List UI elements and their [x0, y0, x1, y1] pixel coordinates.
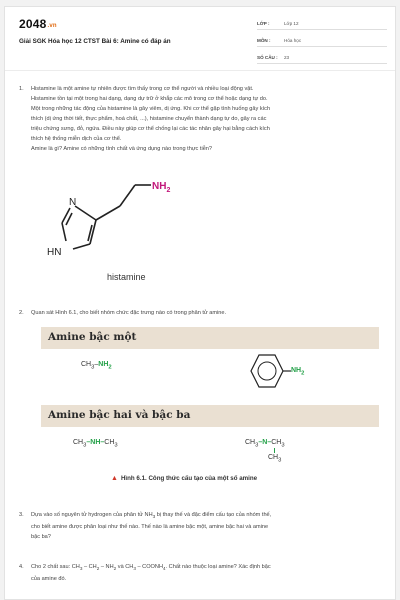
brand-logo[interactable]	[19, 17, 57, 31]
chem-sub: 3	[114, 442, 118, 449]
meta-value: 23	[284, 55, 290, 60]
chem-atom: CH	[73, 439, 84, 446]
page-title: Giải SGK Hóa học 12 CTST Bài 6: Amine có đáp án	[19, 38, 171, 45]
question-text: Quan sát Hình 6.1, cho biết nhóm chức đặc trưng nào có trong phân tử amine.	[31, 310, 227, 316]
question-number: 3.	[19, 512, 24, 518]
brand-tld: .vn	[47, 23, 57, 29]
text-line: Histamine là một amine tự nhiên được tìm thấy trong cơ thể người và nhiều loại động vật.	[31, 86, 254, 92]
caption-text: Hình 6.1. Công thức cấu tạo của một số amine	[120, 475, 258, 482]
histamine-diagram	[35, 173, 175, 273]
formula-trimethylamine	[245, 439, 285, 448]
chem-sub: 2	[113, 566, 117, 572]
meta-row-count	[257, 51, 387, 64]
chem-sub: 3	[79, 566, 83, 572]
text-line: Histamine tồn tại một trong hai dạng, dạng dự trữ ở khắp các mô trong cơ thể hoặc dạng tự do.	[31, 96, 268, 102]
formula-trimethylamine-branch	[268, 454, 281, 463]
page-header	[5, 7, 396, 69]
chem-sub: 3	[281, 442, 285, 449]
meta-value: Lớp 12	[284, 21, 299, 26]
chem-atom: CH	[268, 454, 279, 461]
text-line	[31, 510, 381, 522]
text-line: Amine là gì? Amine có những tính chất và ứng dụng nào trong thực tiễn?	[31, 146, 213, 152]
text-segment: và CH	[116, 564, 134, 570]
chem-atom: CH	[271, 439, 282, 446]
meta-row-class	[257, 17, 387, 30]
brand-name: 2048	[19, 17, 47, 31]
question-text	[31, 510, 381, 542]
amine-group: NH	[98, 361, 109, 368]
chem-sub: 3	[152, 514, 156, 520]
text-line	[31, 562, 381, 574]
chem-sub: 2	[301, 370, 305, 377]
chem-atom: CH	[104, 439, 115, 446]
document-page	[4, 6, 396, 600]
chem-sub: 4	[162, 566, 166, 572]
nh2-text: NH	[152, 181, 167, 192]
question-number: 4.	[19, 564, 24, 570]
chem-sub: 3	[255, 442, 259, 449]
meta-row-subject	[257, 34, 387, 47]
nitrogen-label: N	[69, 197, 77, 208]
text-segment: Dựa vào số nguyên tử hydrogen của phân tử NH	[31, 512, 153, 518]
formula-dimethylamine	[73, 439, 118, 448]
band-title: Amine bậc một	[48, 331, 137, 343]
amine-group: –N–	[258, 439, 272, 446]
chem-atom: CH	[245, 439, 256, 446]
benzene-ring-diagram	[241, 351, 321, 395]
text-line: cho biết amine được phân loại như thế nào. Thế nào là amine bậc một, amine bậc hai và amine	[31, 524, 269, 531]
text-line: Một trong những tác động của histamine là gây viêm, dị ứng. Khi cơ thể gặp tình huống gây kích	[31, 106, 271, 112]
figure-6-1	[41, 327, 379, 499]
chem-sub: 2	[96, 566, 100, 572]
meta-key: SỐ CÂU :	[257, 55, 278, 60]
question-number: 2.	[19, 310, 24, 316]
question-text	[31, 562, 381, 584]
n-bond-line	[274, 448, 275, 453]
text-segment: – NH	[99, 564, 114, 570]
chem-bond: –	[94, 361, 99, 368]
meta-key: LỚP :	[257, 21, 270, 26]
formula-aniline	[291, 367, 304, 376]
molecule-name: histamine	[107, 272, 146, 282]
header-divider	[5, 70, 396, 71]
nh2-sub: 2	[166, 187, 171, 194]
chem-sub: 3	[278, 457, 282, 464]
formula-methylamine	[81, 361, 112, 370]
meta-info	[257, 17, 387, 68]
triangle-icon: ▲	[111, 475, 118, 482]
meta-key: MÔN :	[257, 38, 271, 43]
question-number: 1.	[19, 86, 24, 92]
text-segment: . Chất nào thuộc loại amine? Xác định bậc	[165, 564, 271, 570]
hn-label: HN	[47, 247, 62, 258]
meta-value: Hóa học	[284, 38, 302, 43]
text-segment: – COONH	[135, 564, 163, 570]
chem-sub: 3	[133, 566, 136, 572]
text-line: triệu chứng sưng, đỏ, ngứa. Điều này giúp cơ thể chống lại các tác nhân gây hại bằng cách kích	[31, 126, 270, 132]
amine-group: –NH–	[86, 439, 105, 446]
histamine-structure	[35, 173, 175, 291]
figure-caption	[111, 475, 257, 482]
text-segment: – CH	[82, 564, 97, 570]
chem-atom: CH	[81, 361, 92, 368]
primary-amine-band	[41, 327, 379, 349]
chem-sub: 3	[91, 364, 95, 371]
secondary-tertiary-band	[41, 405, 379, 427]
chem-sub: 2	[108, 364, 112, 371]
text-line: bậc ba?	[31, 534, 51, 541]
text-segment: Cho 2 chất sau: CH	[31, 564, 80, 570]
text-line: của amine đó.	[31, 576, 67, 583]
text-segment: bị thay thế và đặc điểm cấu tạo của nhóm thế,	[155, 512, 272, 518]
text-line: thích (dị ứng thời tiết, thực phẩm, hoá chất, ...), histamine chuyển thành dạng tự do, gây ra các	[31, 116, 267, 122]
chem-sub: 3	[83, 442, 87, 449]
band-title: Amine bậc hai và bậc ba	[48, 409, 191, 421]
question-text	[31, 84, 381, 154]
amine-group: NH	[291, 367, 302, 374]
nh2-label	[152, 181, 170, 194]
text-line: thích hệ thống miễn dịch của cơ thể.	[31, 136, 122, 142]
